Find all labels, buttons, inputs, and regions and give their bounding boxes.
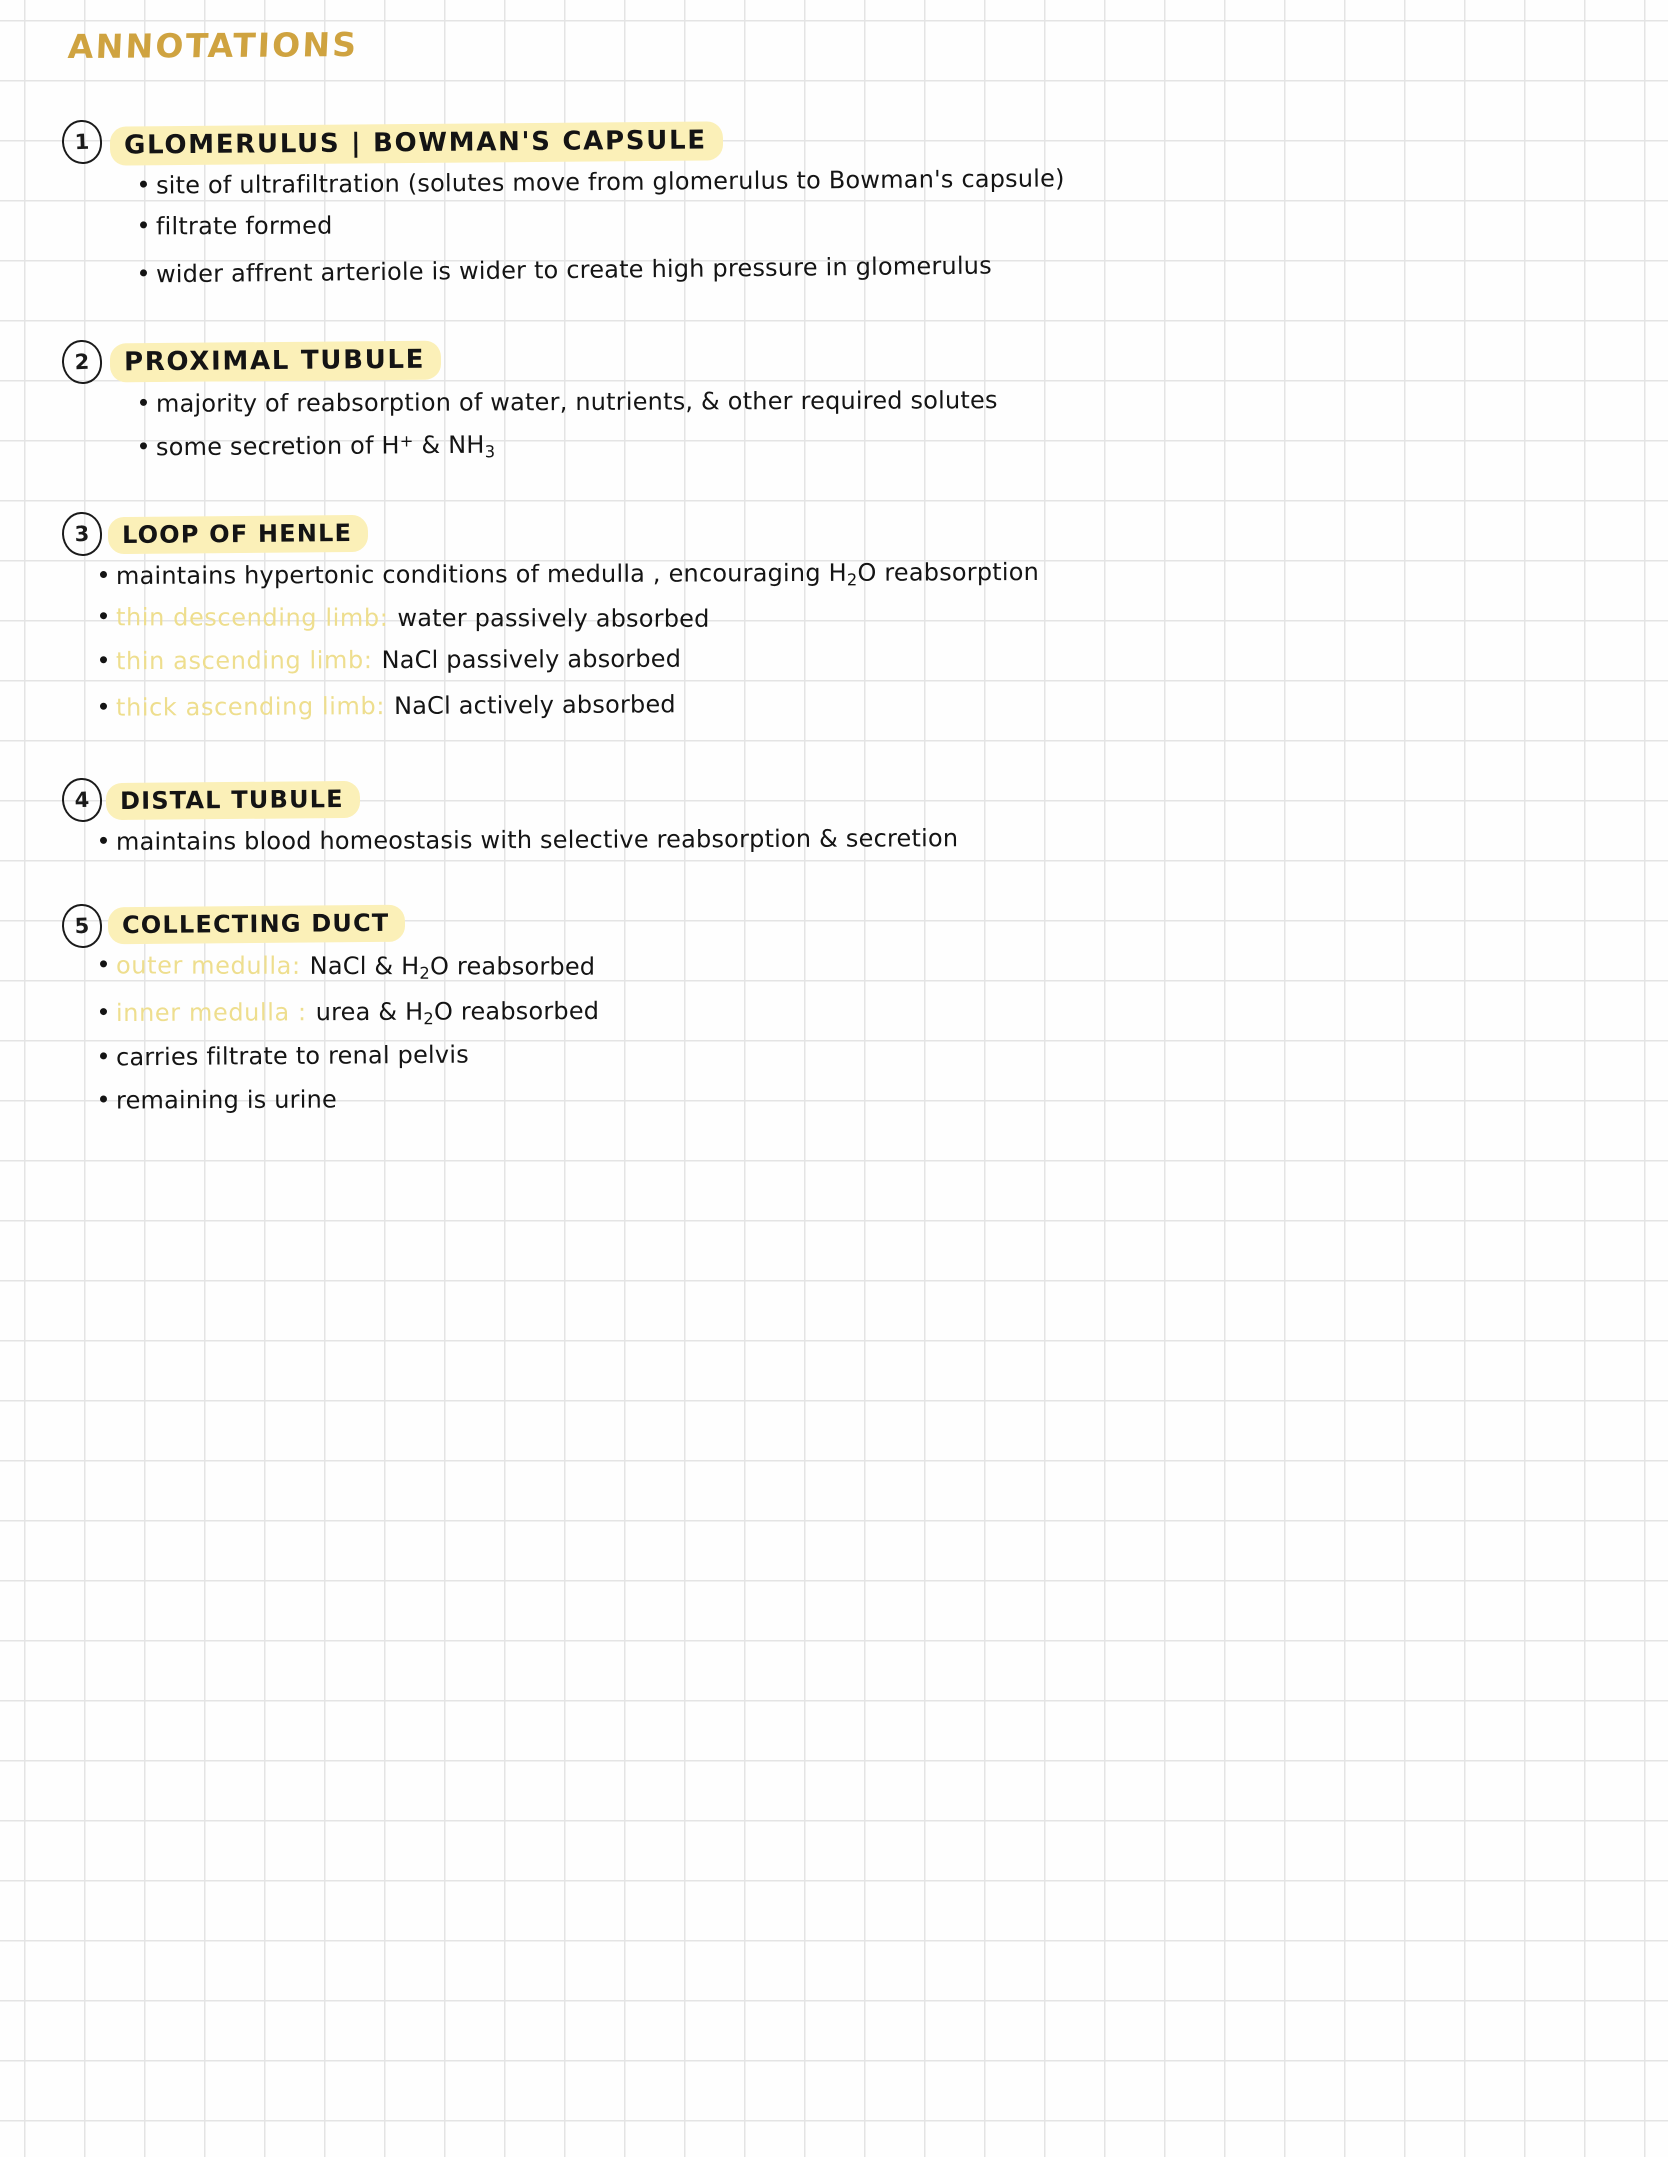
section-heading-2: PROXIMAL TUBULE [110, 341, 442, 383]
list-item-text: maintains hypertonic conditions of medulla , encouraging $H_2O$ reabsorption [115, 557, 1040, 590]
list-item-text: filtrate formed [155, 211, 333, 241]
list-item-text: carries filtrate to renal pelvis [115, 1040, 469, 1072]
list-item-text: wider affrent arteriole is wider to create high pressure in glomerulus [155, 251, 992, 289]
bullet-dot [100, 656, 107, 663]
list-item [100, 603, 710, 633]
bullet-dot [100, 837, 107, 844]
list-item-text: NaCl actively absorbed [393, 690, 676, 720]
list-item [100, 645, 681, 676]
bullet-dot [100, 960, 107, 967]
list-item [140, 431, 495, 464]
section-heading-3: LOOP OF HENLE [108, 515, 369, 554]
list-item-text: urea & $H_2O$ reabsorbed [315, 996, 600, 1029]
list-item [100, 1085, 337, 1114]
bullet-dot [140, 269, 147, 276]
list-item-label: thin ascending limb: [115, 646, 373, 676]
list-item [100, 997, 599, 1030]
list-item-text: NaCl passively absorbed [381, 644, 682, 675]
list-item-text: some secretion of H+ & $NH_3$ [155, 430, 496, 462]
list-item-text: maintains blood homeostasis with selective reabsorption & secretion [115, 824, 959, 856]
list-item-label: thin descending limb: [115, 603, 389, 632]
section-number-3: 3 [61, 511, 103, 556]
list-item [140, 252, 992, 289]
list-item-label: inner medulla : [115, 998, 307, 1028]
bullet-dot [100, 571, 107, 578]
bullet-dot [140, 442, 147, 449]
list-item [100, 951, 595, 983]
list-item-text: water passively absorbed [397, 603, 710, 633]
section-number-1: 1 [61, 119, 103, 164]
list-item-text: remaining is urine [115, 1085, 337, 1115]
bullet-dot [140, 181, 147, 188]
list-item [100, 558, 1039, 593]
list-item [140, 164, 1065, 199]
list-item [100, 1041, 469, 1072]
list-item-label: outer medulla: [115, 951, 301, 980]
list-item [140, 212, 333, 241]
bullet-dot [100, 1052, 107, 1059]
bullet-dot [140, 399, 147, 406]
section-heading-4: DISTAL TUBULE [106, 781, 360, 820]
list-item-label: thick ascending limb: [115, 692, 386, 722]
list-item-text: majority of reabsorption of water, nutrients, & other required solutes [155, 386, 998, 418]
bullet-dot [100, 703, 107, 710]
list-item-text: site of ultrafiltration (solutes move from glomerulus to Bowman's capsule) [155, 164, 1065, 200]
bullet-dot [100, 1095, 107, 1102]
section-heading-5: COLLECTING DUCT [108, 905, 406, 945]
bullet-dot [140, 221, 147, 228]
section-number-4: 4 [61, 777, 103, 822]
section-number-2: 2 [61, 339, 103, 384]
section-number-5: 5 [61, 903, 103, 948]
bullet-dot [100, 612, 107, 619]
page-title: ANNOTATIONS [67, 24, 360, 67]
list-item [140, 386, 998, 418]
bullet-dot [100, 1008, 107, 1015]
list-item-text: NaCl & $H_2O$ reabsorbed [309, 951, 596, 983]
list-item [100, 824, 958, 856]
section-heading-1: GLOMERULUS | BOWMAN'S CAPSULE [110, 121, 723, 165]
list-item [100, 690, 676, 722]
